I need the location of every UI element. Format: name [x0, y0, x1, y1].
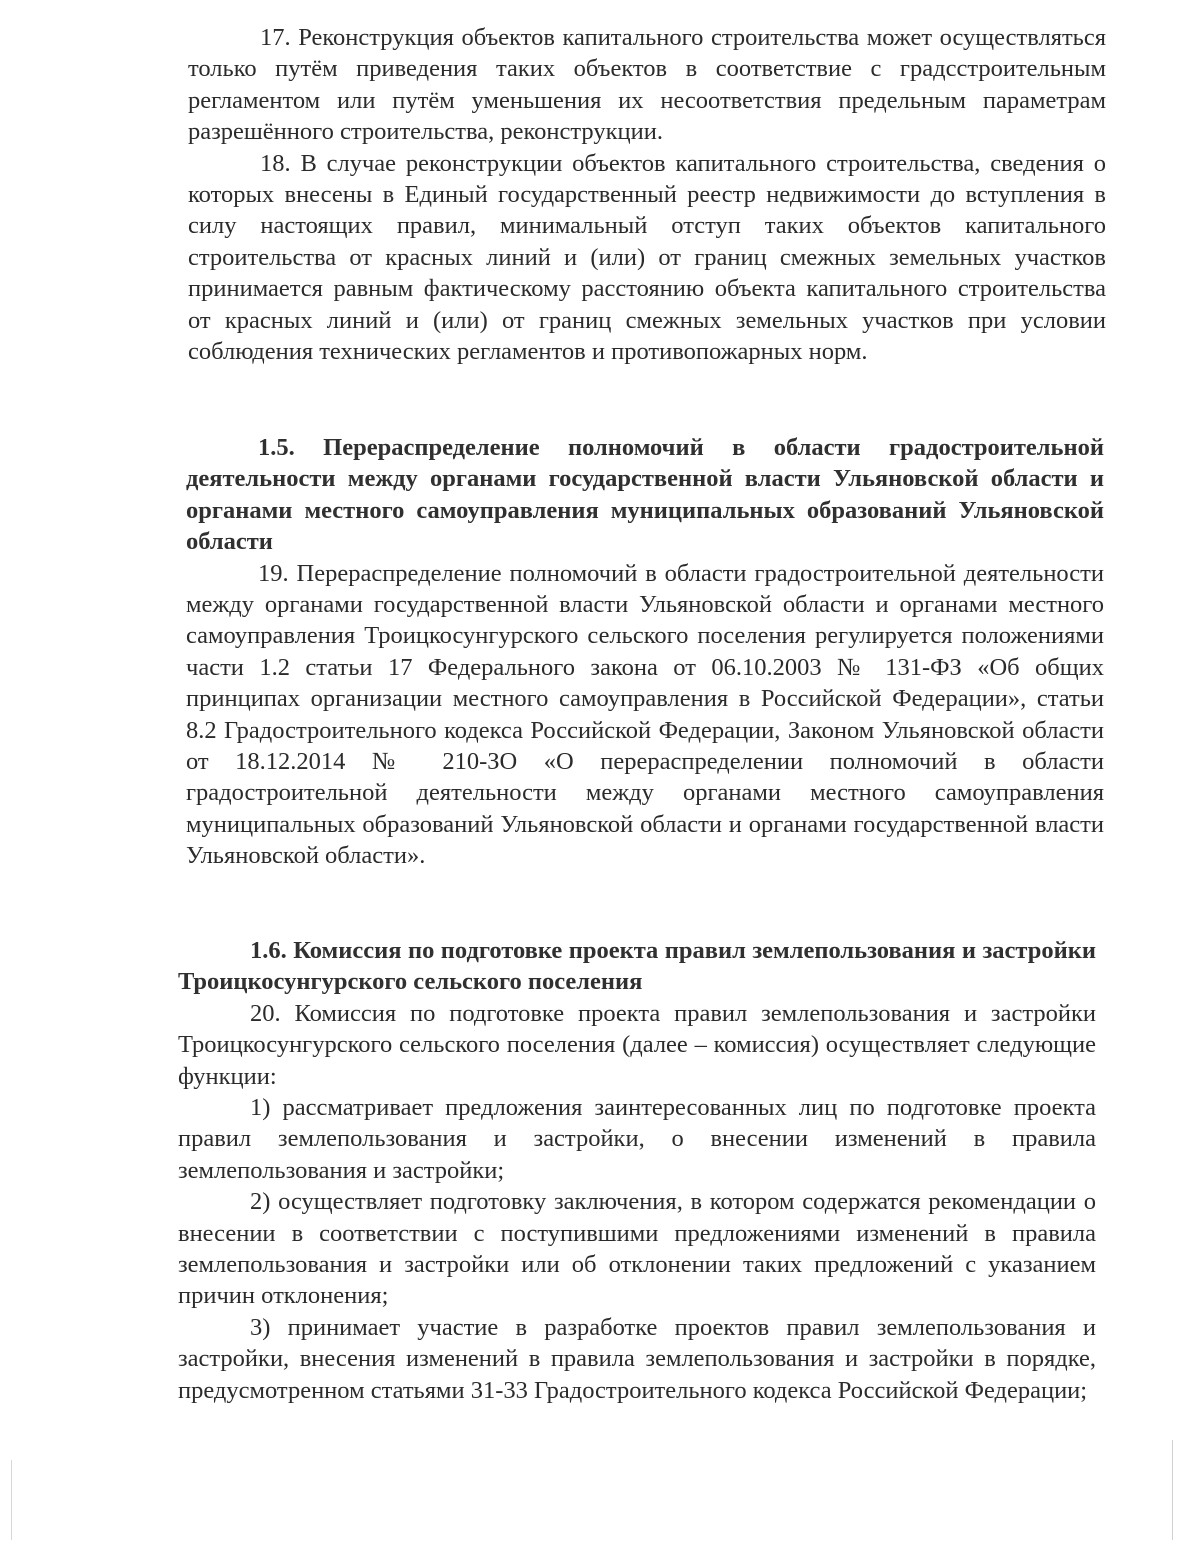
list-item-2: 2) осуществляет подготовку заключения, в котором содержатся рекомендации о внесении в соответствии с поступившими предложениями изменений в правила землепользования и застройки или об отклонении таких предложений с указанием причин отклонения; — [178, 1188, 1096, 1310]
section-heading-1-6: 1.6. Комиссия по подготовке проекта правил землепользования и застройки Троицкосунгурского сельского поселения — [178, 937, 1096, 996]
section-block-reconstruction — [188, 22, 1106, 367]
section-heading-1-5: 1.5. Перераспределение полномочий в области градостроительной деятельности между органами государственной власти Ульяновской области и органами местного самоуправления муниципальных образований Ульяновской области — [186, 434, 1104, 556]
paragraph-19: 19. Перераспределение полномочий в области градостроительной деятельности между органами государственной власти Ульяновской области и органами местного самоуправления Троицкосунгурского сельского поселения регулируется положениями части 1.2 статьи 17 Федерального закона от 06.10.2003 № 131-ФЗ «Об общих принципах организации местного самоуправления в Российской Федерации», статьи 8.2 Градостроительного кодекса Российской Федерации, Законом Ульяновской области от 18.12.2014 № 210-ЗО «О перераспределении полномочий в области градостроительной деятельности между органами местного самоуправления муниципальных образований Ульяновской области и органами государственной власти Ульяновской области». — [186, 559, 1104, 870]
scan-edge-mark-left — [11, 1460, 12, 1540]
section-block-1-6 — [178, 935, 1096, 1406]
list-item-3: 3) принимает участие в разработке проектов правил землепользования и застройки, внесения изменений в правила землепользования и застройки в порядке, предусмотренном статьями 31-33 Градостроительного кодекса Российской Федерации; — [178, 1313, 1096, 1404]
paragraph-18: 18. В случае реконструкции объектов капитального строительства, сведения о которых внесены в Единый государственный реестр недвижимости до вступления в силу настоящих правил, минимальный отступ таких объектов капитального строительства от красных линий и (или) от границ смежных земельных участков принимается равным фактическому расстоянию объекта капитального строительства от красных линий и (или) от границ смежных земельных участков при условии соблюдения технических регламентов и противопожарных норм. — [188, 149, 1106, 366]
list-item-1: 1) рассматривает предложения заинтересованных лиц по подготовке проекта правил землепользования и застройки, о внесении изменений в правила землепользования и застройки; — [178, 1094, 1096, 1184]
scan-edge-mark-right — [1172, 1440, 1173, 1540]
section-block-1-5 — [186, 432, 1104, 872]
paragraph-20: 20. Комиссия по подготовке проекта правил землепользования и застройки Троицкосунгурского сельского поселения (далее – комиссия) осуществляет следующие функции: — [178, 999, 1096, 1090]
paragraph-17: 17. Реконструкция объектов капитального строительства может осуществляться только путём приведения таких объектов в соответствие с градсстроительным регламентом или путём уменьшения их несоответствия предельным параметрам разрешённого строительства, реконструкции. — [188, 24, 1106, 146]
